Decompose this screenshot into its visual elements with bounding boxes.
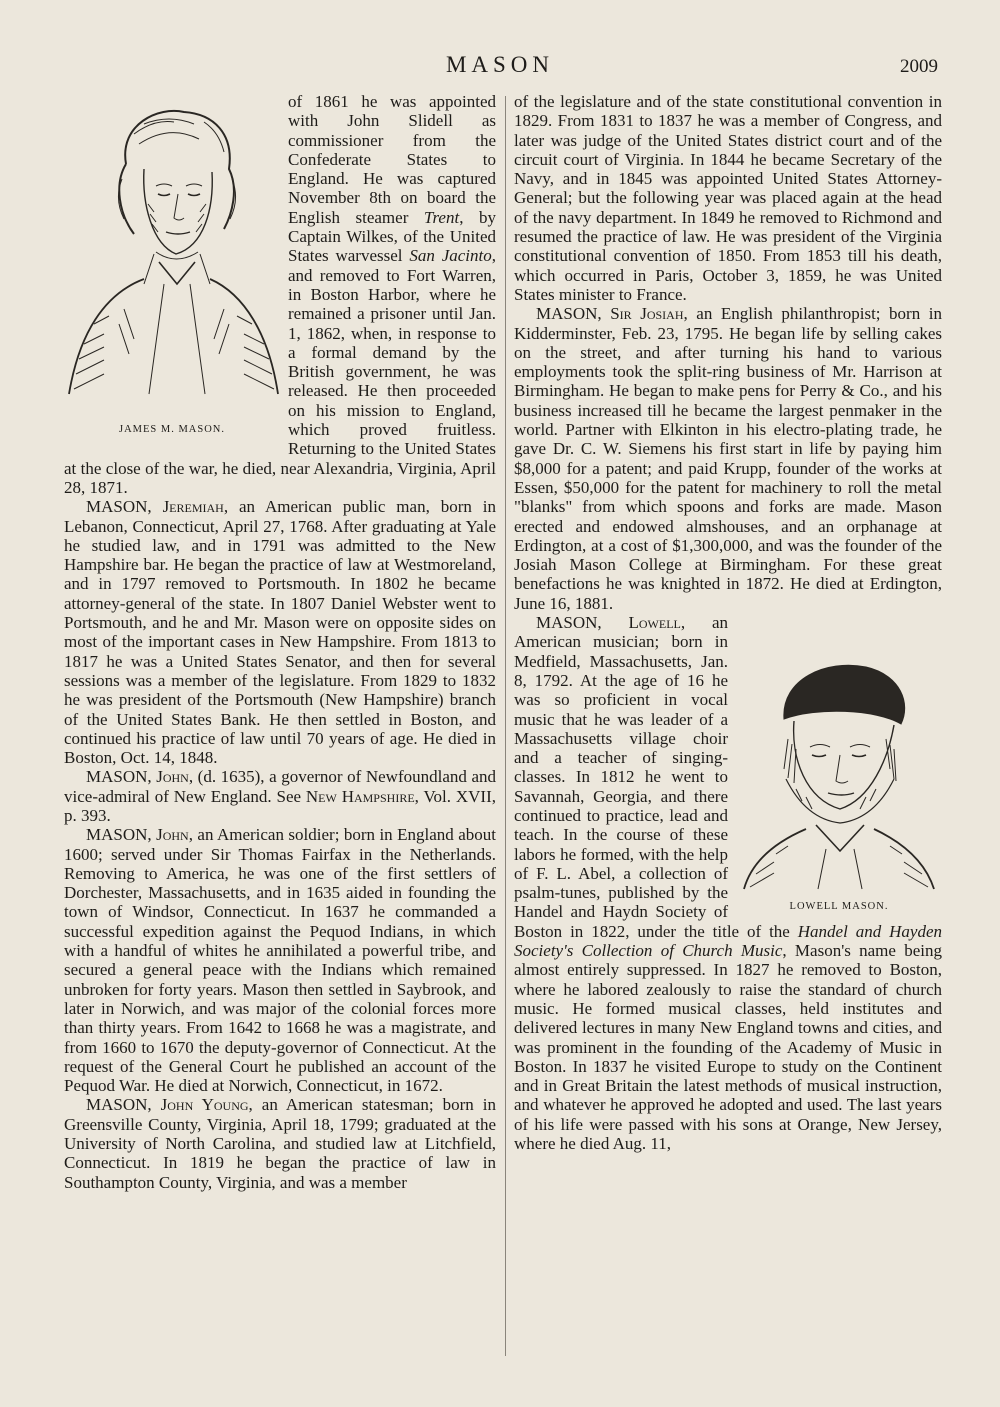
entry-sir-josiah-mason xyxy=(514,304,942,613)
entry-name: Sir Josiah xyxy=(610,304,684,324)
portrait-lowell-mason xyxy=(736,649,942,915)
cross-reference: New Hampshire xyxy=(305,786,415,806)
entry-body: , an American musician; born in Medfield, Massachusetts, Jan. 8, 1792. At the age of 16 he was so proficient in vocal music that he was leader of a Massachusetts village choir and a teacher of singing-classes. In 1812 he went to Savannah, Georgia, and there continued to practice, lead and teach. In the course of these labors he formed, with the help of F. L. Abel, a collection of psalm-tunes, published by the Handel and Haydn Society of Boston in 1822, under the title of the xyxy=(514,613,798,941)
entry-head: MASON, xyxy=(86,497,163,517)
entry-head: MASON, xyxy=(536,304,611,324)
portrait-caption-james: JAMES M. MASON. xyxy=(118,424,226,435)
entry-body: , an English philanthropist; born in Kidderminster, Feb. 23, 1795. He began life by selling cakes on the street, and after turning his hand to various employments took the split-ring business of Mr. Harrison at Birmingham. He began to make pens for Perry & Co., and his business increased till he became the largest penmaker in the world. Partner with Elkinton in his electro-plating trade, he gave Dr. C. W. Siemens his first start in life by paying him $8,000 for a patent; and paid Krupp, founder of the works at Essen, $50,000 for the patent for machinery to roll the metal "blanks" from which spoons and forks are made. Mason erected and endowed almshouses, and an orphanage at Erdington, at a cost of $1,300,000, and was the founder of the Josiah Mason College at Birmingham. For these great benefactions he was knighted in 1872. He died at Erdington, June 16, 1881. xyxy=(514,304,942,613)
entry-name: Lowell xyxy=(628,613,681,633)
text-run: , and removed to Fort Warren, in Boston Harbor, where he remained a prisoner until Jan. 1, 1862, when, in response to a formal demand by the British government, he was released. He then proceeded on his mission to England, which proved fruitless. Returning to the United States at the close of the war, he died, near Alexandria, Virginia, April 28, 1871. xyxy=(64,246,496,497)
running-head xyxy=(0,52,1000,82)
engraving-lowell-mason xyxy=(736,649,942,893)
entry-head: MASON, xyxy=(86,767,157,787)
entry-name: John Young xyxy=(160,1095,249,1115)
entry-john-mason-governor xyxy=(64,767,496,825)
entry-john-young-mason xyxy=(64,1095,496,1191)
entry-body: , an American public man, born in Lebanon, Connecticut, April 27, 1768. After graduating at Yale he studied law, and in 1791 was admitted to the New Hampshire bar. He began the practice of law at Westmoreland, and in 1797 removed to Portsmouth. In 1802 he became attorney-general of the state. In 1807 Daniel Webster went to Portsmouth, and he and Mr. Mason were on opposite sides on most of the important cases in New Hampshire. From 1813 to 1817 he was a United States Senator, and then for several sessions was a member of the legislature. From 1829 to 1832 he was president of the Portsmouth (New Hampshire) branch of the United States Bank. He then settled in Boston, and continued his practice of law until 70 years of age. He died in Boston, Oct. 14, 1848. xyxy=(64,497,496,768)
book-title: Handel and Hayden Society's Collection of Church Music xyxy=(514,921,942,961)
text-run-italic: San Jacinto xyxy=(409,246,492,266)
entry-body: , (d. 1635), a governor of Newfoundland and vice-admiral of New England. See xyxy=(64,767,496,806)
engraving-james-mason xyxy=(64,94,280,416)
text-run: , by Captain Wilkes, of the United States warvessel xyxy=(288,207,496,266)
column-rule xyxy=(505,96,506,1356)
entry-head: MASON, xyxy=(536,613,629,633)
entry-body: , an American statesman; born in Greensville County, Virginia, April 18, 1799; graduated at the University of North Carolina, and studied law at Litchfield, Connecticut. In 1819 he began the practice of law in Southampton County, Virginia, and was a member xyxy=(64,1095,496,1192)
entry-body: , Mason's name being almost entirely suppressed. In 1827 he removed to Boston, where he labored zealously to raise the standard of church music. He formed musical classes, held institutes and delivered lectures in many New England towns and cities, and was prominent in the founding of the Academy of Music in Boston. In 1837 he visited Europe to study on the Continent and in Great Britain the latest methods of musical instruction, and whatever he approved he adopted and used. The last years of his life were passed with his sons at Orange, New Jersey, where he died Aug. 11, xyxy=(514,941,942,1154)
left-column xyxy=(64,92,496,1392)
portrait-james-m-mason xyxy=(64,94,280,440)
entry-john-young-mason-continued: of the legislature and of the state constitutional convention in 1829. From 1831 to 1837 he was a member of Congress, and later was judge of the United States district court and of the circuit court of Virginia. In 1844 he became Secretary of the Navy, and in 1845 was appointed United States Attorney-General; but the following year was placed again at the head of the navy department. In 1849 he removed to Richmond and resumed the practice of law. He was president of the Virginia constitutional convention of 1850. From 1853 till his death, which occurred in Paris, October 3, 1859, he was United States minister to France. xyxy=(514,92,942,304)
entry-body: , Vol. XVII, p. 393. xyxy=(64,786,496,825)
portrait-caption-lowell: LOWELL MASON. xyxy=(789,901,889,913)
entry-head: MASON, xyxy=(86,1095,161,1115)
entry-lowell-mason xyxy=(514,613,942,1153)
entry-head: MASON, xyxy=(86,825,157,845)
entry-name: John xyxy=(156,825,189,845)
page-title: MASON xyxy=(445,52,555,77)
text-run: of 1861 he was appointed with John Slidell as commissioner from the Confederate States to England. He was captured November 8th on board the English steamer xyxy=(288,92,496,227)
entry-jeremiah-mason xyxy=(64,497,496,767)
right-column xyxy=(514,92,942,1392)
entry-name: Jeremiah xyxy=(162,497,224,517)
page-number: 2009 xyxy=(900,56,938,77)
entry-john-mason-soldier xyxy=(64,825,496,1095)
entry-body: , an American soldier; born in England about 1600; served under Sir Thomas Fairfax in the Netherlands. Removing to America, he was one of the first settlers of Dorchester, Massachusetts, and in 1635 aided in founding the town of Windsor, Connecticut. In 1637 he commanded a successful expedition against the Pequod Indians, in which with a handful of whites he annihilated a powerful tribe, and secured a general peace with the Indians which remained unbroken for forty years. Mason then settled in Saybrook, and later in Norwich, and was major of the colonial forces more than thirty years. From 1642 to 1668 he was a magistrate, and from 1660 to 1670 the deputy-governor of Connecticut. At the request of the General Court he published an account of the Pequod War. He died at Norwich, Connecticut, in 1672. xyxy=(64,825,496,1096)
entry-name: John xyxy=(156,767,189,787)
text-run-italic: Trent xyxy=(423,207,460,227)
